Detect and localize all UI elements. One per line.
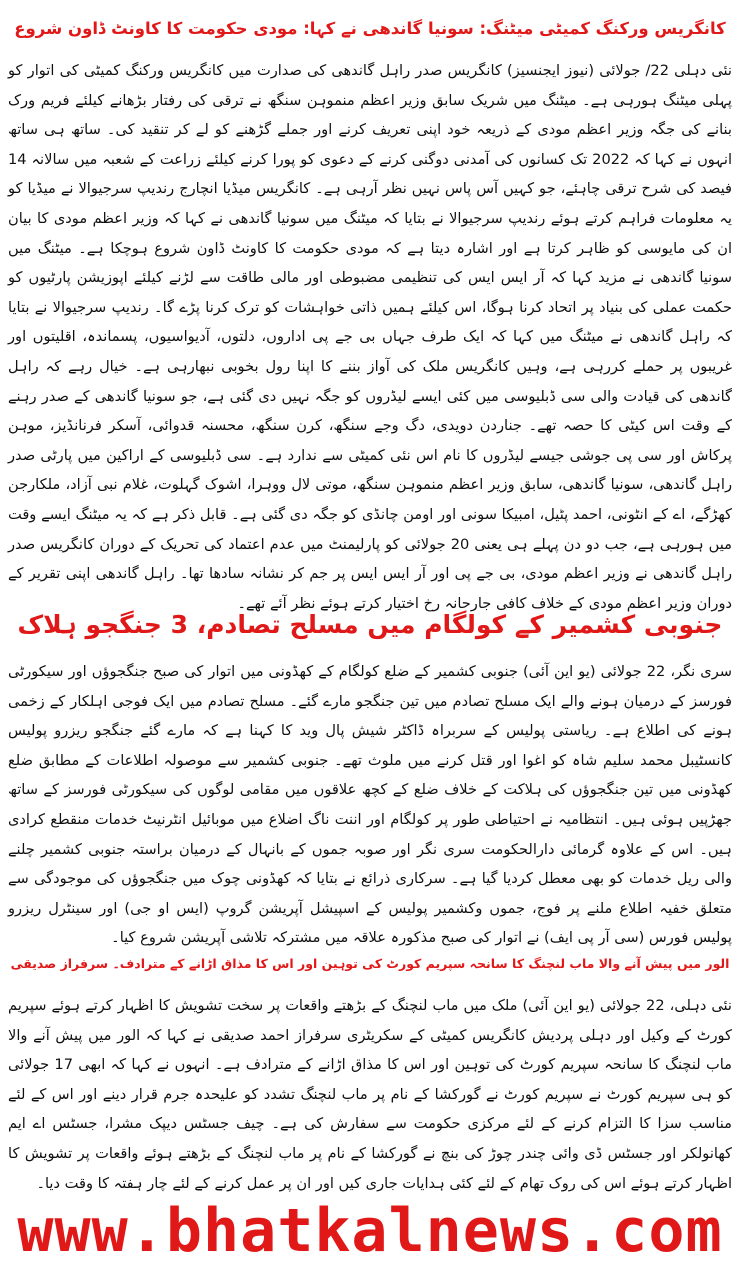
article-alwar-mob-lynching <box>8 945 732 1198</box>
article-body: نئی دہلی، 22 جولائی (یو این آئی) ملک میں ماب لنچنگ کے بڑھتے واقعات پر سخت تشویش کا اظہار کرتے ہوئے سپریم کورٹ کے وکیل اور دہلی پردیش کانگریس کمیٹی کے سکریٹری سرفراز احمد صدیقی نے کہا کہ الور میں پیش آنے والا ماب لنچنگ کا سانحہ سپریم کورٹ کی توہین اور اس کا مذاق اڑانے کے مترادف ہے۔ انہوں نے کہا کہ ابھی 17 جولائی کو ہی سپریم کورٹ نے سپریم کورٹ نے گورکشا کے نام پر ماب لنچنگ تشدد کو علیحدہ جرم قرار دینے اور اس کے لئے مناسب سزا کا التزام کرنے کے لئے مرکزی حکومت سے سفارش کی ہے۔ چیف جسٹس دیپک مشرا، جسٹس اے ایم کھانولکر اور جسٹس ڈی وائی چندر چوڑ کی بنچ نے گورکشا کے نام پر ماب لنچنگ کے بڑھتے ہوئے واقعات پر تشویش کا اظہار کرتے ہوئے اس کی روک تھام کے لئے کئی ہدایات جاری کیں اور ان پر عمل کرنے کے لئے چار ہفتہ کا وقت دیا۔ <box>8 997 732 1192</box>
site-url-footer: www.bhatkalnews.com <box>17 1196 723 1266</box>
article-kulgam-encounter <box>8 605 732 953</box>
article-congress-working-committee <box>8 4 732 618</box>
article-headline: الور میں پیش آنے والا ماب لنچنگ کا سانحہ سپریم کورٹ کی توہین اور اس کا مذاق اڑانے کے مترادف۔ سرفراز صدیقی <box>10 956 730 971</box>
article-headline: کانگریس ورکنگ کمیٹی میٹنگ: سونیا گاندھی نے کہا: مودی حکومت کا کاونٹ ڈاون شروع <box>14 19 726 38</box>
article-headline: جنوبی کشمیر کے کولگام میں مسلح تصادم، 3 جنگجو ہلاک <box>17 610 723 639</box>
article-body: سری نگر، 22 جولائی (یو این آئی) جنوبی کشمیر کے ضلع کولگام کے کھڈونی میں اتوار کی صبح جنگجوؤں اور سیکورٹی فورسز کے درمیان ہونے والے ایک مسلح تصادم میں تین جنگجو مارے گئے۔ مسلح تصادم میں ایک فوجی اہلکار کے زخمی ہونے کی اطلاع ہے۔ ریاستی پولیس کے سربراہ ڈاکٹر شیش پال وید کا کہنا ہے کہ مارے گئے جنگجو ریزرو پولیس کانسٹیبل محمد سلیم شاہ کو اغوا اور قتل کرنے میں ملوث تھے۔ جنوبی کشمیر سے موصولہ اطلاعات کے مطابق ضلع کھڈونی میں تین جنگجوؤں کی ہلاکت کے خلاف ضلع کے کچھ علاقوں میں مقامی لوگوں کی سیکورٹی فورسز کے ساتھ جھڑپیں ہوئی ہیں۔ انتظامیہ نے احتیاطی طور پر کولگام اور اننت ناگ اضلاع میں موبائیل انٹرنیٹ خدمات منقطع کرادی ہیں۔ اس کے علاوہ گرمائی دارالحکومت سری نگر اور صوبہ جموں کے بانہال کے درمیان براستہ جنوبی کشمیر چلنے والی ریل خدمات کو بھی معطل کردیا گیا ہے۔ سرکاری ذرائع نے بتایا کہ کھڈونی چوک میں جنگجوؤں کی موجودگی سے متعلق خفیہ اطلاع ملنے پر فوج، جموں وکشمیر پولیس کے اسپیشل آپریشن گروپ (ایس او جی) اور سینٹرل ریزرو پولیس فورس (سی آر پی ایف) نے اتوار کی صبح مذکورہ علاقہ میں مشترکہ تلاشی آپریشن شروع کیا۔ <box>8 663 732 947</box>
article-body: نئی دہلی 22/ جولائی (نیوز ایجنسیز) کانگریس صدر راہل گاندھی کی صدارت میں کانگریس ورکنگ کمیٹی کی اتوار کو پہلی میٹنگ ہورہی ہے۔ میٹنگ میں شریک سابق وزیر اعظم منموہن سنگھ نے ترقی کی رفتار بڑھانے کیلئے فریم ورک بنانے کی جگہ وزیر اعظم مودی کے ذریعہ خود اپنی تعریف کرنے اور جملے گڑھنے کو لے کر تنقید کی۔ ساتھ ہی ساتھ انہوں نے کہا کہ 2022 تک کسانوں کی آمدنی دوگنی کرنے کے دعوی کو پورا کرنے کیلئے زراعت کے شعبہ میں سالانہ 14 فیصد کی شرح ترقی چاہئے، جو کہیں آس پاس نہیں نظر آرہی ہے۔ کانگریس میڈیا انچارج رندیپ سرجیوالا نے میڈیا کو یہ معلومات فراہم کرتے ہوئے رندیپ سرجیوالا نے بتایا کہ میٹنگ میں سونیا گاندھی نے کہا کہ وزیر اعظم مودی کا بیان ان کی مایوسی کو ظاہر کرتا ہے اور اشارہ دیتا ہے کہ مودی حکومت کا کاونٹ ڈاون شروع ہوچکا ہے۔ میٹنگ میں سونیا گاندھی نے مزید کہا کہ آر ایس ایس کی تنظیمی مضبوطی اور مالی طاقت سے لڑنے کیلئے اپوزیشن پارٹیوں کو حکمت عملی کی بنیاد پر اتحاد کرنا ہوگا، اس کیلئے ہمیں ذاتی خواہشات کو ترک کرنا پڑے گا۔ رندیپ سرجیوالا نے بتایا کہ راہل گاندھی نے میٹنگ میں کہا کہ ایک طرف جہاں بی جے پی اداروں، دلتوں، آدیواسیوں، پسماندہ، اقلیتوں اور غریبوں پر حملے کررہی ہے، وہیں کانگریس ملک کی آواز بننے کا اپنا رول بخوبی نبھارہی ہے۔ خیال رہے کہ راہل گاندھی کی قیادت والی سی ڈبلیوسی میں کئی ایسے لیڈروں کو جگہ نہیں دی گئی ہے، جو سونیا گاندھی کے صدر رہنے کے وقت اس کیٹی کا حصہ تھے۔ جناردن دویدی، دگ وجے سنگھ، کرن سنگھ، محسنہ قدوائی، آسکر فرنانڈیز، موہن پرکاش اور سی پی جوشی جیسے لیڈروں کا نام اس نئی کمیٹی سے ندارد ہے۔ سی ڈبلیوسی کے اراکین میں پارٹی صدر راہل گاندھی، سونیا گاندھی، سابق وزیر اعظم منموہن سنگھ، موتی لال ووہرا، اشوک گہلوت، غلام نبی آزاد، ملکارجن کھڑگے، اے کے انٹونی، احمد پٹیل، امبیکا سونی اور اومن چانڈی کو جگہ دی گئی ہے۔ قابل ذکر ہے کہ یہ میٹنگ ایسے وقت میں ہورہی ہے، جب دو دن پہلے ہی یعنی 20 جولائی کو پارلیمنٹ میں عدم اعتماد کی تحریک کے دوران کانگریس صدر راہل گاندھی نے وزیر اعظم مودی، بی جے پی اور آر ایس ایس پر جم کر نشانہ سادھا تھا۔ راہل گاندھی اپنی تقریر کے دوران وزیر اعظم مودی کے خلاف کافی جارحانہ رخ اختیار کرتے ہوئے نظر آئے تھے۔ <box>8 62 732 612</box>
